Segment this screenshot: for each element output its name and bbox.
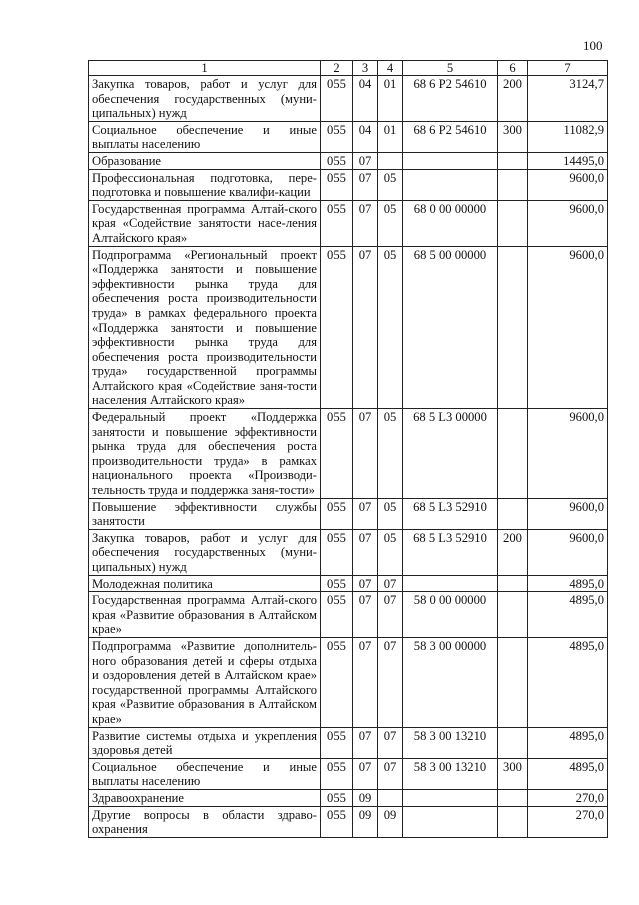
target-article-code: 68 5 L3 52910 — [403, 498, 498, 529]
target-article-code — [403, 789, 498, 806]
expense-name: Социальное обеспечение и иные выплаты населению — [89, 121, 321, 152]
expense-name: Федеральный проект «Поддержка занятости и повышение эффективности рынка труда для обеспечения роста производительности труда» в рамках национального проекта «Производи-тельность труда и поддержка заня-тости» — [89, 409, 321, 499]
table-row — [89, 152, 608, 169]
expense-name: Другие вопросы в области здраво-охранения — [89, 806, 321, 837]
amount: 4895,0 — [528, 637, 608, 727]
expense-type-code — [498, 409, 528, 499]
table-row — [89, 169, 608, 200]
section-code: 07 — [353, 409, 378, 499]
expense-type-code — [498, 498, 528, 529]
amount: 4895,0 — [528, 758, 608, 789]
amount: 4895,0 — [528, 575, 608, 592]
table-row — [89, 200, 608, 246]
expense-type-code: 200 — [498, 76, 528, 122]
expense-type-code: 200 — [498, 529, 528, 575]
department-code: 055 — [321, 200, 353, 246]
department-code: 055 — [321, 246, 353, 409]
department-code: 055 — [321, 169, 353, 200]
amount: 4895,0 — [528, 727, 608, 758]
column-header: 6 — [498, 61, 528, 76]
section-code: 07 — [353, 592, 378, 638]
department-code: 055 — [321, 498, 353, 529]
expense-type-code — [498, 169, 528, 200]
target-article-code: 68 5 00 00000 — [403, 246, 498, 409]
column-header: 2 — [321, 61, 353, 76]
table-row — [89, 727, 608, 758]
department-code: 055 — [321, 409, 353, 499]
department-code: 055 — [321, 727, 353, 758]
department-code: 055 — [321, 121, 353, 152]
amount: 9600,0 — [528, 498, 608, 529]
amount: 9600,0 — [528, 409, 608, 499]
table-row — [89, 806, 608, 837]
amount: 270,0 — [528, 806, 608, 837]
expense-type-code — [498, 246, 528, 409]
target-article-code: 68 0 00 00000 — [403, 200, 498, 246]
department-code: 055 — [321, 806, 353, 837]
expense-name: Закупка товаров, работ и услуг для обеспечения государственных (муни-ципальных) нужд — [89, 529, 321, 575]
department-code: 055 — [321, 789, 353, 806]
page-number: 100 — [583, 38, 603, 53]
table-header-row — [89, 61, 608, 76]
expense-name: Здравоохранение — [89, 789, 321, 806]
subsection-code: 07 — [378, 592, 403, 638]
table-row — [89, 758, 608, 789]
table-row — [89, 789, 608, 806]
subsection-code: 07 — [378, 575, 403, 592]
expense-type-code — [498, 592, 528, 638]
expense-name: Молодежная политика — [89, 575, 321, 592]
section-code: 07 — [353, 498, 378, 529]
table-row — [89, 575, 608, 592]
expense-type-code — [498, 637, 528, 727]
expense-name: Развитие системы отдыха и укрепления здоровья детей — [89, 727, 321, 758]
section-code: 09 — [353, 806, 378, 837]
column-header: 7 — [528, 61, 608, 76]
section-code: 07 — [353, 529, 378, 575]
department-code: 055 — [321, 152, 353, 169]
subsection-code: 01 — [378, 121, 403, 152]
section-code: 07 — [353, 637, 378, 727]
expense-type-code — [498, 152, 528, 169]
target-article-code: 58 3 00 13210 — [403, 727, 498, 758]
section-code: 04 — [353, 121, 378, 152]
expense-type-code — [498, 200, 528, 246]
amount: 9600,0 — [528, 246, 608, 409]
subsection-code: 05 — [378, 498, 403, 529]
target-article-code: 68 6 P2 54610 — [403, 76, 498, 122]
subsection-code: 05 — [378, 169, 403, 200]
expense-name: Профессиональная подготовка, пере-подготовка и повышение квалифи-кации — [89, 169, 321, 200]
subsection-code: 05 — [378, 529, 403, 575]
target-article-code: 58 3 00 13210 — [403, 758, 498, 789]
expense-type-code — [498, 727, 528, 758]
budget-table — [88, 60, 608, 838]
section-code: 04 — [353, 76, 378, 122]
section-code: 07 — [353, 200, 378, 246]
section-code: 07 — [353, 575, 378, 592]
subsection-code: 07 — [378, 758, 403, 789]
subsection-code: 05 — [378, 246, 403, 409]
subsection-code — [378, 789, 403, 806]
section-code: 07 — [353, 169, 378, 200]
expense-name: Закупка товаров, работ и услуг для обеспечения государственных (муни-ципальных) нужд — [89, 76, 321, 122]
section-code: 09 — [353, 789, 378, 806]
subsection-code: 09 — [378, 806, 403, 837]
subsection-code: 07 — [378, 727, 403, 758]
table-row — [89, 246, 608, 409]
section-code: 07 — [353, 727, 378, 758]
target-article-code — [403, 806, 498, 837]
expense-type-code: 300 — [498, 758, 528, 789]
expense-name: Подпрограмма «Развитие дополнитель-ного образования детей и сферы отдыха и оздоровления детей в Алтайском крае» государственной программы Алтайского края «Развитие образования в Алтайском крае» — [89, 637, 321, 727]
expense-name: Подпрограмма «Региональный проект «Поддержка занятости и повышение эффективности рынка труда для обеспечения роста производительности труда» в рамках федерального проекта «Поддержка занятости и повышение эффективности рынка труда для обеспечения роста производительности труда» государственной программы Алтайского края «Содействие заня-тости населения Алтайского края» — [89, 246, 321, 409]
amount: 9600,0 — [528, 200, 608, 246]
expense-name: Повышение эффективности службы занятости — [89, 498, 321, 529]
section-code: 07 — [353, 246, 378, 409]
column-header: 4 — [378, 61, 403, 76]
expense-name: Образование — [89, 152, 321, 169]
subsection-code — [378, 152, 403, 169]
table-row — [89, 121, 608, 152]
expense-name: Социальное обеспечение и иные выплаты населению — [89, 758, 321, 789]
department-code: 055 — [321, 637, 353, 727]
target-article-code — [403, 152, 498, 169]
department-code: 055 — [321, 758, 353, 789]
target-article-code — [403, 169, 498, 200]
amount: 9600,0 — [528, 529, 608, 575]
expense-type-code: 300 — [498, 121, 528, 152]
department-code: 055 — [321, 592, 353, 638]
subsection-code: 07 — [378, 637, 403, 727]
amount: 11082,9 — [528, 121, 608, 152]
table-row — [89, 409, 608, 499]
amount: 9600,0 — [528, 169, 608, 200]
subsection-code: 01 — [378, 76, 403, 122]
column-header: 1 — [89, 61, 321, 76]
section-code: 07 — [353, 152, 378, 169]
subsection-code: 05 — [378, 409, 403, 499]
department-code: 055 — [321, 529, 353, 575]
target-article-code: 68 5 L3 00000 — [403, 409, 498, 499]
target-article-code — [403, 575, 498, 592]
target-article-code: 68 5 L3 52910 — [403, 529, 498, 575]
subsection-code: 05 — [378, 200, 403, 246]
column-header: 3 — [353, 61, 378, 76]
table-row — [89, 529, 608, 575]
department-code: 055 — [321, 76, 353, 122]
target-article-code: 58 0 00 00000 — [403, 592, 498, 638]
table-row — [89, 498, 608, 529]
expense-type-code — [498, 806, 528, 837]
expense-name: Государственная программа Алтай-ского края «Содействие занятости насе-ления Алтайского края» — [89, 200, 321, 246]
column-header: 5 — [403, 61, 498, 76]
table-row — [89, 76, 608, 122]
expense-name: Государственная программа Алтай-ского края «Развитие образования в Алтайском крае» — [89, 592, 321, 638]
amount: 3124,7 — [528, 76, 608, 122]
table-row — [89, 592, 608, 638]
expense-type-code — [498, 575, 528, 592]
amount: 4895,0 — [528, 592, 608, 638]
expense-type-code — [498, 789, 528, 806]
table-row — [89, 637, 608, 727]
target-article-code: 58 3 00 00000 — [403, 637, 498, 727]
amount: 14495,0 — [528, 152, 608, 169]
target-article-code: 68 6 P2 54610 — [403, 121, 498, 152]
section-code: 07 — [353, 758, 378, 789]
amount: 270,0 — [528, 789, 608, 806]
department-code: 055 — [321, 575, 353, 592]
